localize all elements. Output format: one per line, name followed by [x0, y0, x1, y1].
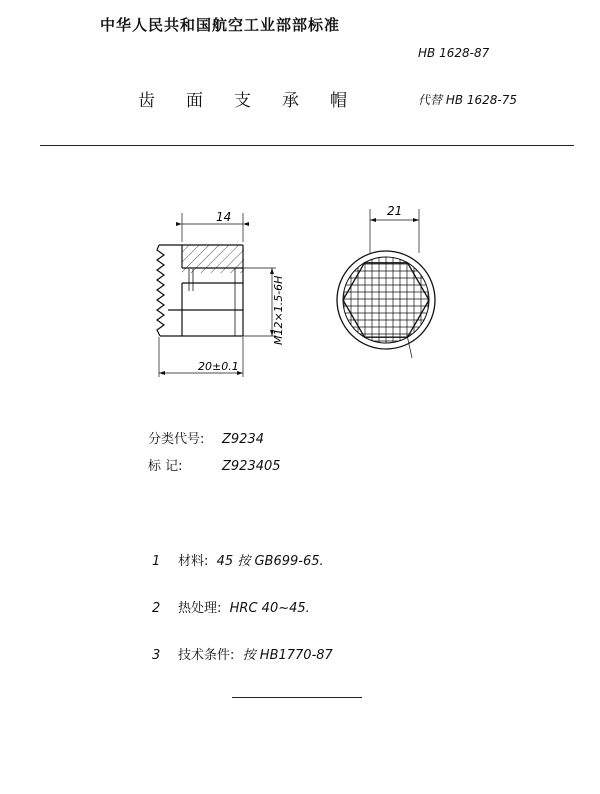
classification-label: 分类代号: — [148, 432, 205, 447]
end-view — [336, 209, 436, 358]
marking-value: Z923405 — [222, 459, 281, 474]
classification-value: Z9234 — [222, 432, 264, 447]
note-value: HRC 40~45. — [229, 601, 310, 616]
title-char: 面 — [186, 91, 203, 111]
note-number: 3 — [152, 648, 161, 663]
marking — [148, 455, 281, 474]
dim-thread: M12×1.5-6H — [272, 275, 285, 345]
title-char: 支 — [234, 91, 251, 111]
note-item — [152, 644, 333, 663]
note-number: 2 — [152, 601, 161, 616]
dim-diameter: 21 — [387, 204, 403, 218]
title-char: 承 — [282, 91, 299, 111]
header-divider — [40, 145, 574, 146]
note-label: 技术条件: — [178, 648, 235, 663]
technical-drawing — [130, 195, 470, 395]
marking-label: 标 记: — [148, 459, 183, 474]
end-divider — [232, 697, 362, 698]
standard-number: HB 1628-87 — [418, 46, 490, 60]
note-value: 45 按 GB699-65. — [216, 554, 324, 569]
note-item — [152, 597, 310, 616]
dim-overall: 20±0.1 — [198, 360, 239, 373]
side-view — [157, 213, 276, 377]
note-label: 热处理: — [178, 601, 222, 616]
note-item — [152, 550, 324, 569]
dim-length: 14 — [216, 210, 232, 224]
title-char: 齿 — [138, 91, 155, 111]
replaces-standard: 代替 HB 1628-75 — [418, 93, 518, 107]
note-value: 按 HB1770-87 — [242, 648, 333, 663]
title-char: 帽 — [330, 91, 347, 111]
page-title — [138, 86, 378, 111]
note-number: 1 — [152, 554, 161, 569]
standard-organization: 中华人民共和国航空工业部部标准 — [100, 16, 341, 34]
note-label: 材料: — [178, 554, 209, 569]
classification-code — [148, 428, 264, 447]
